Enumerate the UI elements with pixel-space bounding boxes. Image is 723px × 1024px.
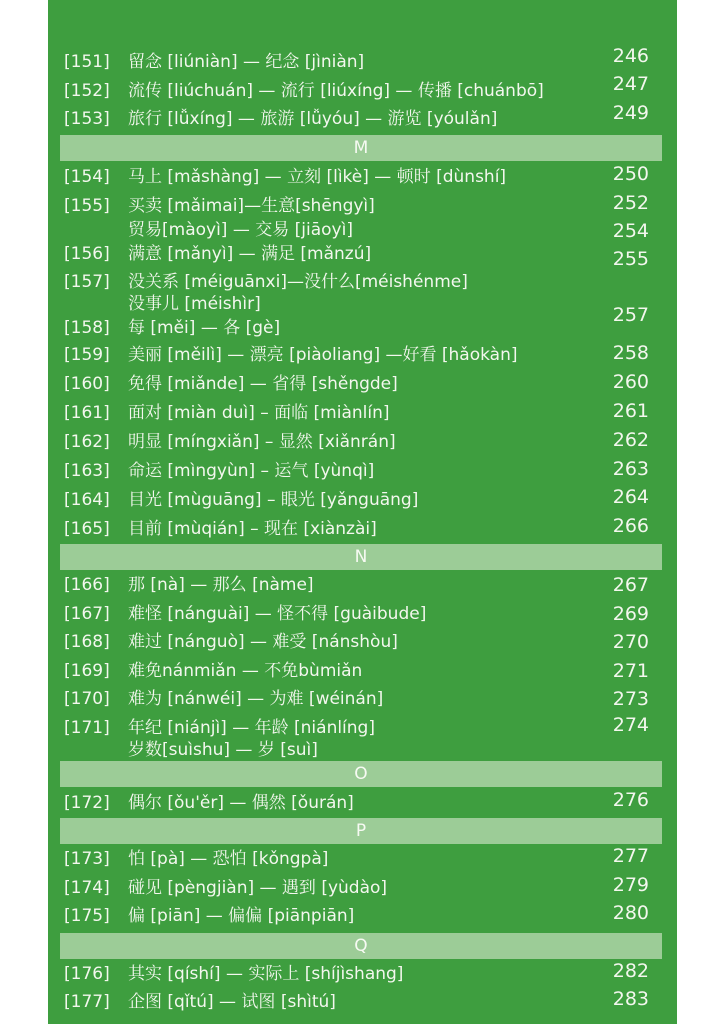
entry-text: 偏 [piān] — 偏偏 [piānpiān] — [128, 906, 355, 926]
index-entry — [48, 876, 677, 900]
index-entry — [48, 602, 677, 626]
index-entry — [48, 343, 677, 367]
entry-page: 270 — [612, 631, 649, 653]
entry-number: [162] — [64, 432, 110, 452]
entry-text: 难免nánmiǎn — 不免bùmiǎn — [128, 661, 363, 681]
entry-page: 280 — [612, 902, 649, 924]
entry-text: 留念 [liúniàn] — 纪念 [jìniàn] — [128, 52, 365, 72]
entry-page: 255 — [612, 248, 649, 270]
entry-page: 246 — [612, 45, 649, 67]
entry-number: [173] — [64, 849, 110, 869]
entry-number: [163] — [64, 461, 110, 481]
entry-text: 免得 [miǎnde] — 省得 [shěngde] — [128, 374, 398, 394]
entry-page: 273 — [612, 688, 649, 710]
index-entry — [48, 372, 677, 396]
section-header-o: O — [60, 761, 662, 787]
index-entry — [48, 165, 677, 189]
entry-text: 目前 [mùqián] – 现在 [xiànzài] — [128, 519, 377, 539]
entry-number: [170] — [64, 689, 110, 709]
entry-page: 247 — [612, 73, 649, 95]
entry-number: [172] — [64, 793, 110, 813]
entry-number: [160] — [64, 374, 110, 394]
entry-page: 258 — [612, 342, 649, 364]
entry-number: [159] — [64, 345, 110, 365]
entry-text: 企图 [qǐtú] — 试图 [shìtú] — [128, 992, 336, 1012]
entry-number: [154] — [64, 167, 110, 187]
entry-text: 难为 [nánwéi] — 为难 [wéinán] — [128, 689, 384, 709]
index-entry — [48, 270, 677, 294]
entry-text: 偶尔 [ǒu'ěr] — 偶然 [ǒurán] — [128, 793, 354, 813]
index-entry — [48, 687, 677, 711]
entry-text: 马上 [mǎshàng] — 立刻 [lìkè] — 顿时 [dùnshí] — [128, 167, 507, 187]
index-entry — [48, 630, 677, 654]
entry-page: 269 — [612, 603, 649, 625]
entry-text: 其实 [qíshí] — 实际上 [shíjìshang] — [128, 964, 404, 984]
section-header-m: M — [60, 135, 662, 161]
entry-page: 282 — [612, 960, 649, 982]
index-entry — [48, 738, 677, 762]
entry-page: 276 — [612, 789, 649, 811]
entry-number: [175] — [64, 906, 110, 926]
index-entry — [48, 716, 677, 740]
entry-text: 年纪 [niánjì] — 年龄 [niánlíng] — [128, 718, 375, 738]
entry-text: 那 [nà] — 那么 [nàme] — [128, 575, 314, 595]
index-entry — [48, 904, 677, 928]
index-entry — [48, 573, 677, 597]
index-entry — [48, 459, 677, 483]
entry-text: 买卖 [mǎimai]—生意[shēngyì] — [128, 196, 375, 216]
entry-page: 254 — [612, 220, 649, 242]
entry-text: 目光 [mùguāng] – 眼光 [yǎnguāng] — [128, 490, 419, 510]
entry-page: 274 — [612, 714, 649, 736]
entry-page: 262 — [612, 429, 649, 451]
entry-page: 266 — [612, 515, 649, 537]
entry-text: 岁数[suìshu] — 岁 [suì] — [128, 740, 318, 760]
entry-page: 277 — [612, 845, 649, 867]
entry-text: 面对 [miàn duì] – 面临 [miànlín] — [128, 403, 390, 423]
index-entry — [48, 517, 677, 541]
entry-text: 美丽 [měilì] — 漂亮 [piàoliang] —好看 [hǎokàn] — [128, 345, 518, 365]
index-entry — [48, 102, 677, 131]
entry-number: [168] — [64, 632, 110, 652]
entry-number: [165] — [64, 519, 110, 539]
entry-page: 263 — [612, 458, 649, 480]
entry-page: 249 — [612, 102, 649, 124]
index-entry — [48, 990, 677, 1014]
entry-text: 流传 [liúchuán] — 流行 [liúxíng] — 传播 [chuánbō] — [128, 81, 544, 101]
entry-text: 碰见 [pèngjiàn] — 遇到 [yùdào] — [128, 878, 388, 898]
index-entry — [48, 218, 677, 242]
entry-text: 没事儿 [méishìr] — [128, 294, 261, 314]
index-entry — [48, 242, 677, 270]
entry-number: [161] — [64, 403, 110, 423]
index-entry — [48, 791, 677, 815]
entry-page: 283 — [612, 988, 649, 1010]
entry-page: 279 — [612, 874, 649, 896]
index-entry — [48, 659, 677, 683]
entry-number: [167] — [64, 604, 110, 624]
entry-page: 271 — [612, 660, 649, 682]
entry-page: 267 — [612, 574, 649, 596]
entry-page: 252 — [612, 192, 649, 214]
entry-page: 261 — [612, 400, 649, 422]
index-page — [48, 0, 677, 1024]
entry-number: [169] — [64, 661, 110, 681]
section-header-p: P — [60, 818, 662, 844]
entry-number: [152] — [64, 81, 110, 101]
section-header-q: Q — [60, 933, 662, 959]
index-entry — [48, 962, 677, 986]
entry-text: 命运 [mìngyùn] – 运气 [yùnqì] — [128, 461, 375, 481]
index-entry — [48, 488, 677, 512]
entry-text: 每 [měi] — 各 [gè] — [128, 318, 281, 338]
entry-text: 难过 [nánguò] — 难受 [nánshòu] — [128, 632, 398, 652]
entry-text: 没关系 [méiguānxi]—没什么[méishénme] — [128, 272, 468, 292]
index-entry — [48, 401, 677, 425]
entry-page: 250 — [612, 163, 649, 185]
entry-number: [156] — [64, 244, 110, 264]
entry-number: [171] — [64, 718, 110, 738]
index-entry — [48, 194, 677, 218]
entry-text: 贸易[màoyì] — 交易 [jiāoyì] — [128, 220, 353, 240]
entry-number: [166] — [64, 575, 110, 595]
entry-page: 257 — [612, 304, 649, 326]
entry-number: [155] — [64, 196, 110, 216]
index-entry — [48, 73, 677, 103]
entry-number: [176] — [64, 964, 110, 984]
entry-number: [153] — [64, 109, 110, 129]
entry-number: [158] — [64, 318, 110, 338]
entry-number: [164] — [64, 490, 110, 510]
entry-number: [174] — [64, 878, 110, 898]
entry-text: 怕 [pà] — 恐怕 [kǒngpà] — [128, 849, 329, 869]
entry-page: 260 — [612, 371, 649, 393]
entry-page: 264 — [612, 486, 649, 508]
index-entry — [48, 430, 677, 454]
index-entry — [48, 45, 677, 74]
section-header-n: N — [60, 544, 662, 570]
entry-number: [151] — [64, 52, 110, 72]
entry-text: 满意 [mǎnyì] — 满足 [mǎnzú] — [128, 244, 372, 264]
index-entry — [48, 316, 677, 340]
index-entry — [48, 292, 677, 326]
entry-number: [157] — [64, 272, 110, 292]
entry-text: 难怪 [nánguài] — 怪不得 [guàibude] — [128, 604, 427, 624]
entry-text: 旅行 [lǚxíng] — 旅游 [lǚyóu] — 游览 [yóulǎn] — [128, 109, 498, 129]
index-entry — [48, 847, 677, 871]
entry-number: [177] — [64, 992, 110, 1012]
entry-text: 明显 [míngxiǎn] – 显然 [xiǎnrán] — [128, 432, 396, 452]
